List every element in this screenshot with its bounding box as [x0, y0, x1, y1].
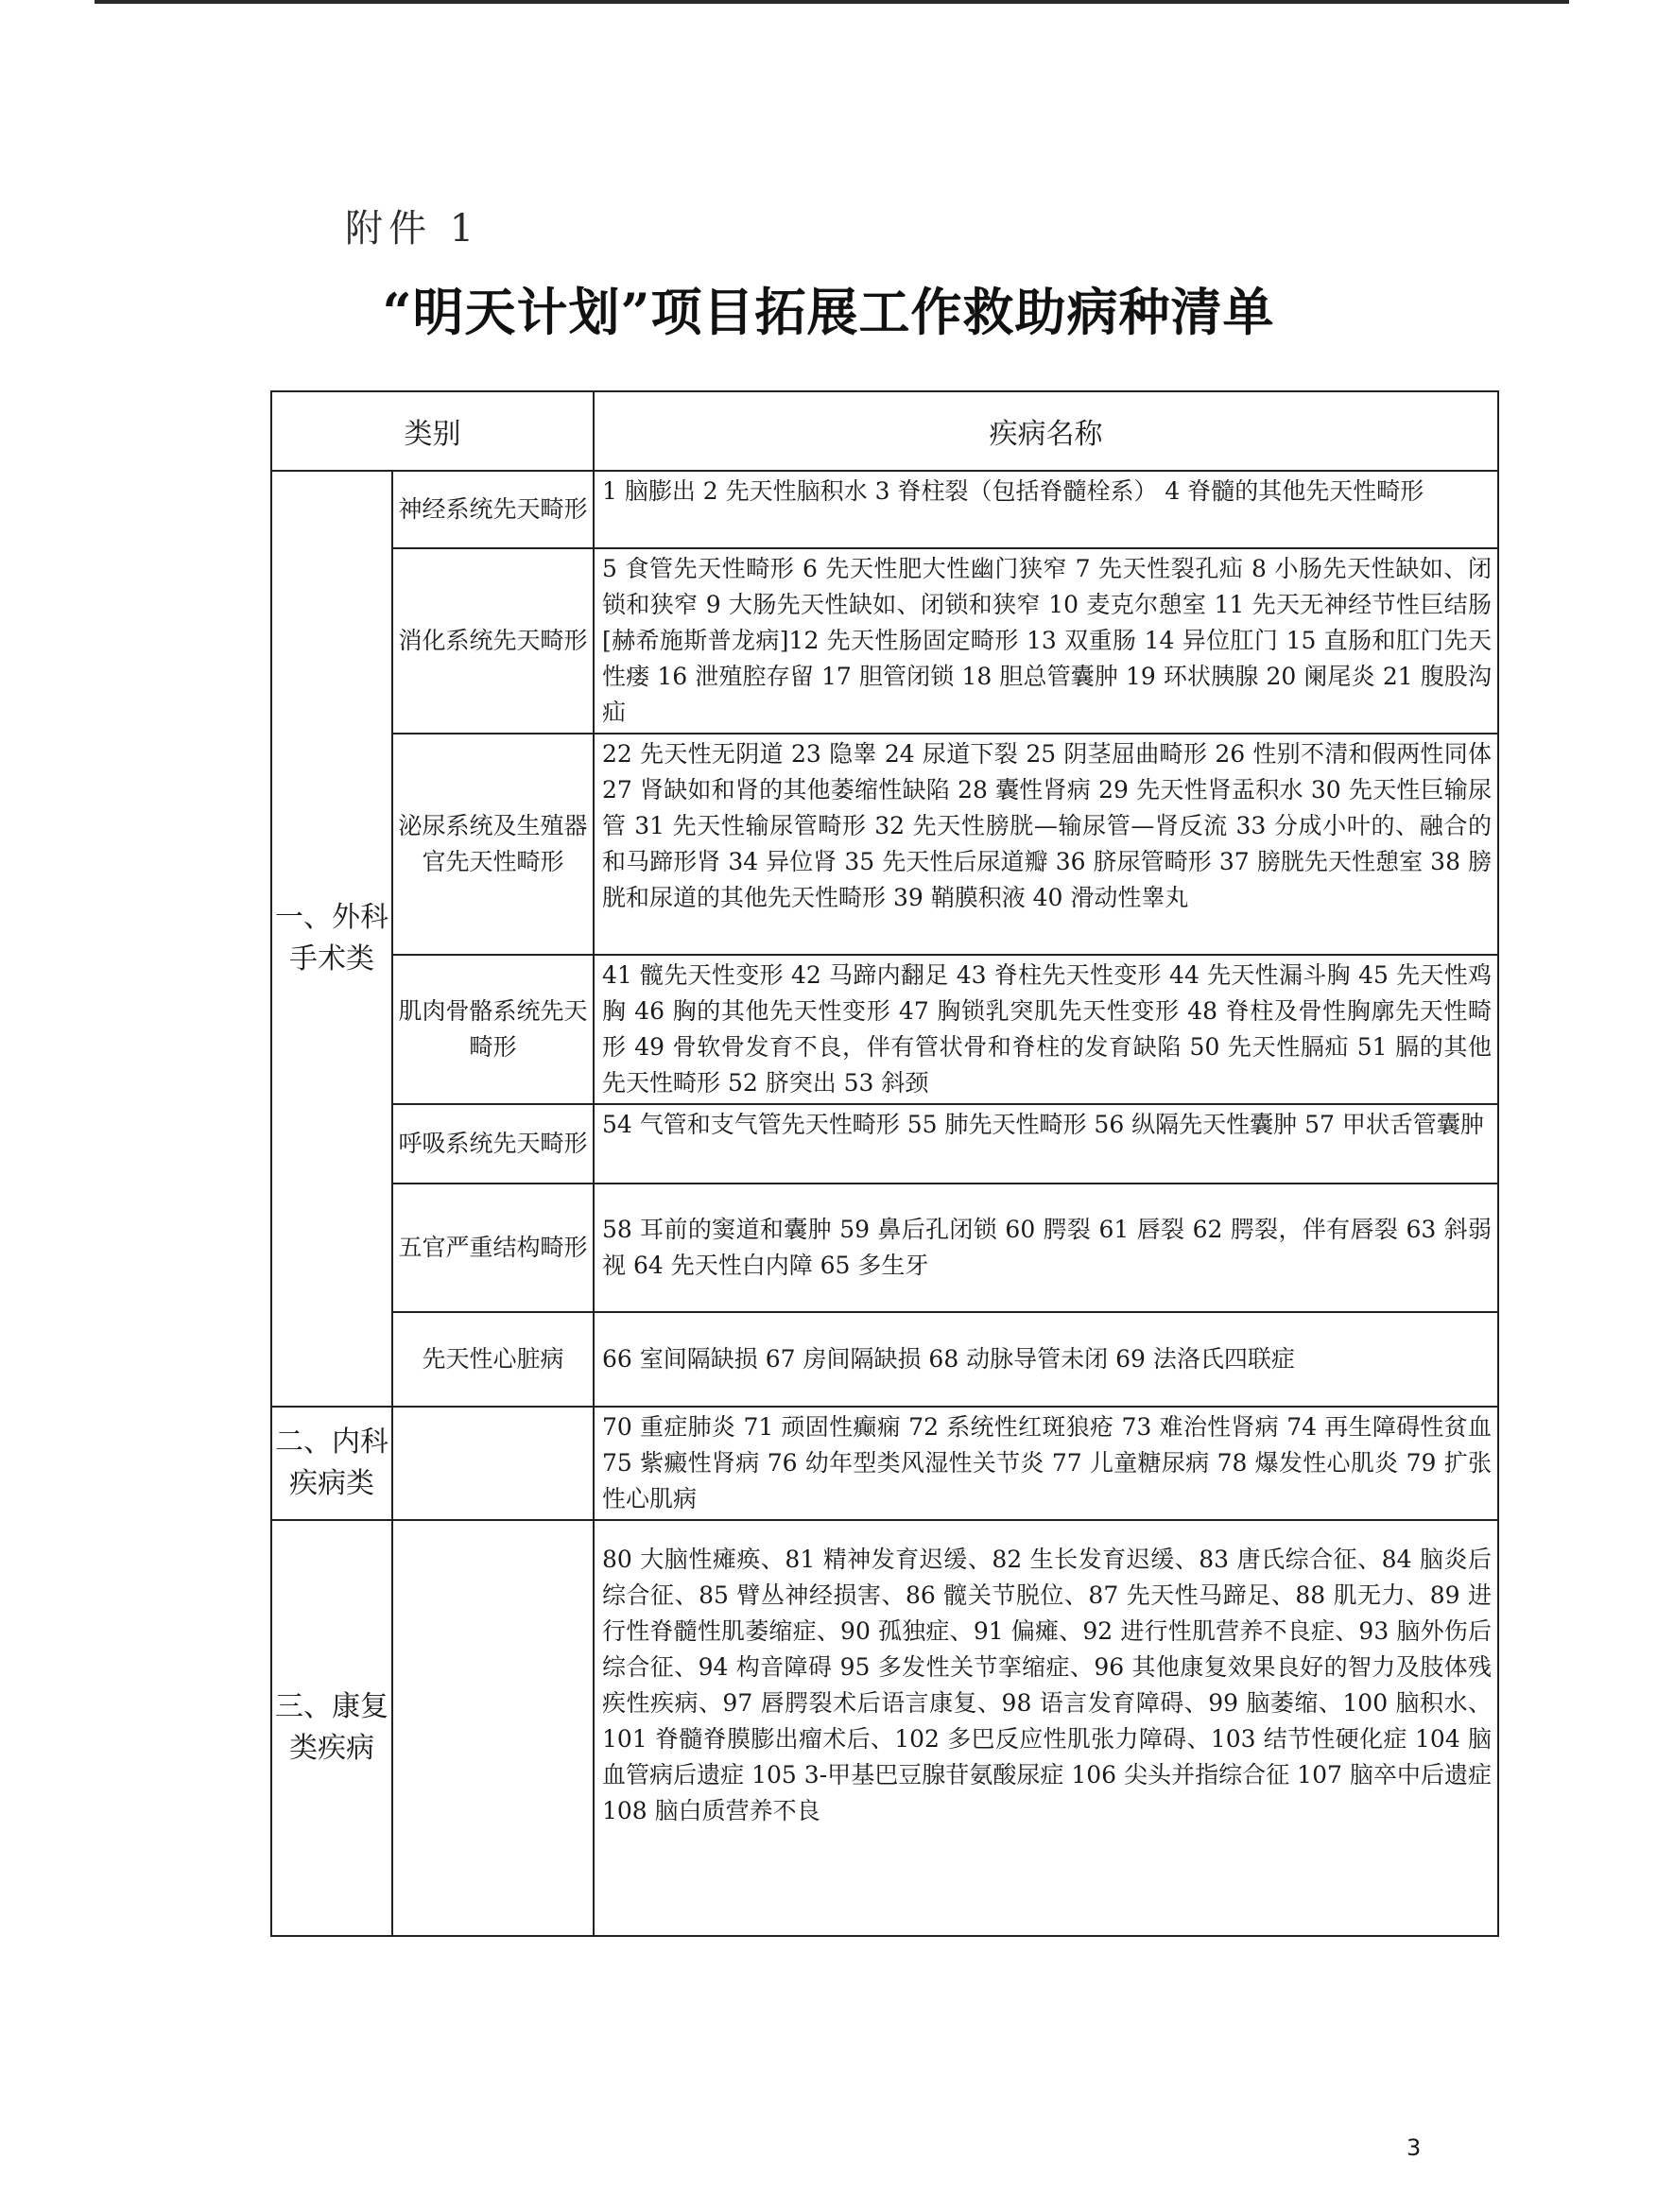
- page-number: 3: [1407, 2134, 1422, 2161]
- table-row: [271, 1520, 1498, 1936]
- header-category: 类别: [271, 391, 594, 471]
- subcategory-cell: 神经系统先天畸形: [392, 471, 594, 548]
- disease-cell: 66 室间隔缺损 67 房间隔缺损 68 动脉导管未闭 69 法洛氏四联症: [594, 1312, 1498, 1407]
- disease-cell: 80 大脑性瘫痪、81 精神发育迟缓、82 生长发育迟缓、83 唐氏综合征、84 脑炎后综合征、85 臂丛神经损害、86 髋关节脱位、87 先天性马蹄足、88 肌无力、89 进行性脊髓性肌萎缩症、90 孤独症、91 偏瘫、92 进行性肌营养不良症、93 脑外伤后综合征、94 构音障碍 95 多发性关节挛缩症、96 其他康复效果良好的智力及肢体残疾性疾病、97 唇腭裂术后语言康复、98 语言发育障碍、99 脑萎缩、100 脑积水、101 脊髓脊膜膨出瘤术后、102 多巴反应性肌张力障碍、103 结节性硬化症 104 脑血管病后遗症 105 3-甲基巴豆腺苷氨酸尿症 106 尖头并指综合征 107 脑卒中后遗症 108 脑白质营养不良: [594, 1520, 1498, 1936]
- disease-cell: 5 食管先天性畸形 6 先天性肥大性幽门狭窄 7 先天性裂孔疝 8 小肠先天性缺如、闭锁和狭窄 9 大肠先天性缺如、闭锁和狭窄 10 麦克尔憩室 11 先天无神经节性巨结肠[赫希施斯普龙病]12 先天性肠固定畸形 13 双重肠 14 异位肛门 15 直肠和肛门先天性瘘 16 泄殖腔存留 17 胆管闭锁 18 胆总管囊肿 19 环状胰腺 20 阑尾炎 21 腹股沟疝: [594, 548, 1498, 734]
- disease-cell: 41 髋先天性变形 42 马蹄内翻足 43 脊柱先天性变形 44 先天性漏斗胸 45 先天性鸡胸 46 胸的其他先天性变形 47 胸锁乳突肌先天性变形 48 脊柱及骨性胸廓先天性畸形 49 骨软骨发育不良，伴有管状骨和脊柱的发育缺陷 50 先天性膈疝 51 膈的其他先天性畸形 52 脐突出 53 斜颈: [594, 955, 1498, 1104]
- subcategory-cell: 五官严重结构畸形: [392, 1184, 594, 1312]
- table-row: [271, 1407, 1498, 1520]
- category-cell: 三、康复类疾病: [271, 1520, 392, 1936]
- attachment-label: 附件 1: [345, 207, 480, 251]
- table-row: [271, 1184, 1498, 1312]
- disease-cell: 54 气管和支气管先天性畸形 55 肺先天性畸形 56 纵隔先天性囊肿 57 甲状舌管囊肿: [594, 1104, 1498, 1184]
- disease-cell: 22 先天性无阴道 23 隐睾 24 尿道下裂 25 阴茎屈曲畸形 26 性别不清和假两性同体 27 肾缺如和肾的其他萎缩性缺陷 28 囊性肾病 29 先天性肾盂积水 30 先天性巨输尿管 31 先天性输尿管畸形 32 先天性膀胱—输尿管—肾反流 33 分成小叶的、融合的和马蹄形肾 34 异位肾 35 先天性后尿道瓣 36 脐尿管畸形 37 膀胱先天性憩室 38 膀胱和尿道的其他先天性畸形 39 鞘膜积液 40 滑动性睾丸: [594, 734, 1498, 955]
- subcategory-cell: 消化系统先天畸形: [392, 548, 594, 734]
- disease-cell: 70 重症肺炎 71 顽固性癫痫 72 系统性红斑狼疮 73 难治性肾病 74 再生障碍性贫血 75 紫癜性肾病 76 幼年型类风湿性关节炎 77 儿童糖尿病 78 爆发性心肌炎 79 扩张性心肌病: [594, 1407, 1498, 1520]
- subcategory-cell: 肌肉骨骼系统先天畸形: [392, 955, 594, 1104]
- subcategory-cell: [392, 1407, 594, 1520]
- subcategory-cell: 先天性心脏病: [392, 1312, 594, 1407]
- page-title: “明天计划”项目拓展工作救助病种清单: [382, 282, 1275, 342]
- table-row: [271, 955, 1498, 1104]
- subcategory-cell: 呼吸系统先天畸形: [392, 1104, 594, 1184]
- disease-cell: 1 脑膨出 2 先天性脑积水 3 脊柱裂（包括脊髓栓系） 4 脊髓的其他先天性畸形: [594, 471, 1498, 548]
- subcategory-cell: 泌尿系统及生殖器官先天性畸形: [392, 734, 594, 955]
- category-cell: 二、内科疾病类: [271, 1407, 392, 1520]
- table-row: [271, 471, 1498, 548]
- scan-edge-line: [95, 0, 1569, 4]
- disease-cell: 58 耳前的窦道和囊肿 59 鼻后孔闭锁 60 腭裂 61 唇裂 62 腭裂，伴有唇裂 63 斜弱视 64 先天性白内障 65 多生牙: [594, 1184, 1498, 1312]
- subcategory-cell: [392, 1520, 594, 1936]
- disease-table: [270, 390, 1499, 1937]
- table-row: [271, 1312, 1498, 1407]
- table-row: [271, 548, 1498, 734]
- table-header-row: [271, 391, 1498, 471]
- category-cell: 一、外科手术类: [271, 471, 392, 1407]
- table-row: [271, 734, 1498, 955]
- table-row: [271, 1104, 1498, 1184]
- header-disease-name: 疾病名称: [594, 391, 1498, 471]
